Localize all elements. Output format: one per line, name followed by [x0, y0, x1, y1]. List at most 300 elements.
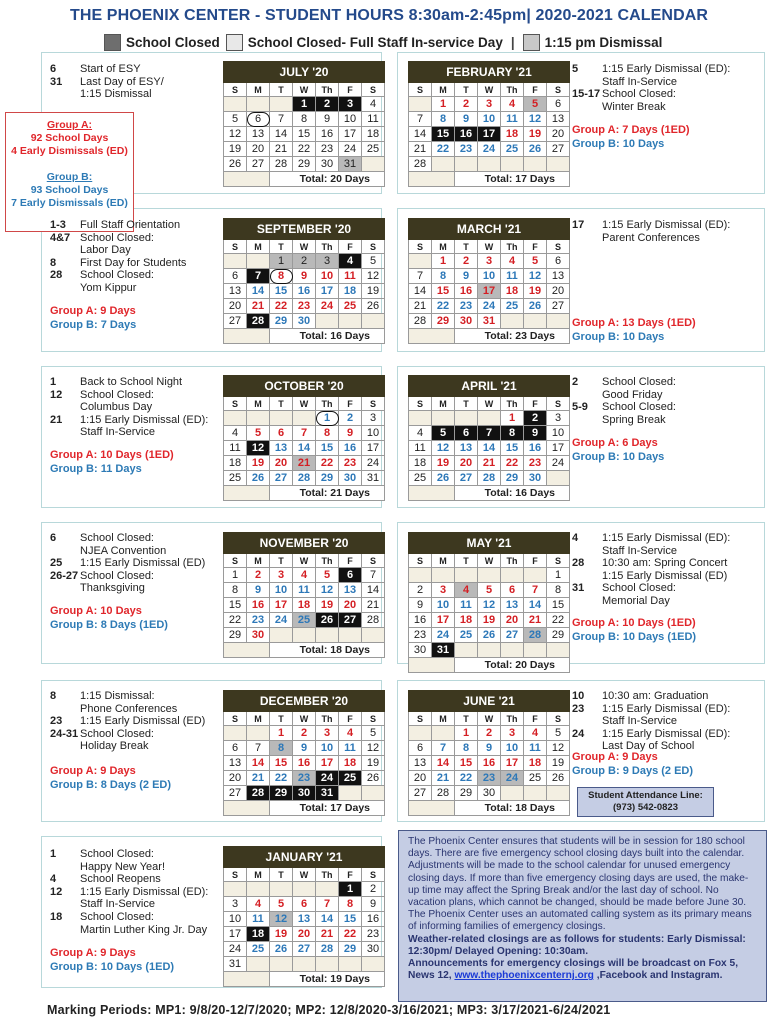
day-cell: 17: [478, 127, 501, 142]
event-item: [572, 570, 757, 583]
day-cell: 31: [224, 957, 247, 972]
day-cell: 13: [339, 583, 362, 598]
day-cell: 13: [247, 127, 270, 142]
day-cell: 10: [432, 598, 455, 613]
day-cell: 14: [247, 284, 270, 299]
inservice-swatch-icon: [226, 34, 243, 51]
day-cell: 11: [501, 269, 524, 284]
events-january: [50, 848, 220, 936]
day-cell: 4: [524, 726, 547, 741]
weekday-header: Th: [316, 240, 339, 254]
day-cell: 20: [409, 771, 432, 786]
weekday-header: S: [224, 554, 247, 568]
day-cell: 17: [432, 613, 455, 628]
day-cell: 15: [316, 441, 339, 456]
event-date: 12: [50, 388, 63, 401]
day-cell: 21: [270, 142, 293, 157]
day-cell: 13: [409, 756, 432, 771]
weekday-header: T: [270, 712, 293, 726]
event-item: [50, 873, 220, 886]
event-item: [50, 244, 220, 257]
day-cell: 25: [501, 142, 524, 157]
group-b-count: Group B: 8 Days (1ED): [50, 619, 168, 631]
day-cell: 10: [270, 583, 293, 598]
weekday-header: S: [362, 397, 385, 411]
day-cell: 6: [224, 269, 247, 284]
day-cell: 2: [247, 568, 270, 583]
total-spacer: [409, 486, 455, 501]
group-a-count: Group A: 6 Days: [572, 437, 658, 449]
event-date: 28: [50, 269, 63, 282]
day-cell: 17: [339, 127, 362, 142]
month-total: Total: 19 Days: [270, 972, 385, 987]
day-cell: 21: [409, 299, 432, 314]
event-date: 4: [572, 532, 579, 544]
day-cell: 1: [432, 254, 455, 269]
event-text: School Closed:: [602, 376, 676, 388]
group-b-count: Group B: 10 Days (1ED): [572, 631, 697, 643]
day-cell: 28: [409, 157, 432, 172]
day-cell: 18: [501, 284, 524, 299]
day-cell: 23: [455, 299, 478, 314]
day-cell: 2: [524, 411, 547, 426]
day-cell: [316, 628, 339, 643]
weekday-header: W: [293, 83, 316, 97]
weekday-header: T: [270, 397, 293, 411]
day-cell: 14: [247, 756, 270, 771]
day-cell: 26: [362, 299, 385, 314]
event-item: [50, 715, 220, 728]
weekday-header: F: [339, 397, 362, 411]
event-text: School Closed:: [80, 848, 154, 860]
event-item: [572, 545, 757, 558]
weekday-header: W: [293, 868, 316, 882]
day-cell: 24: [478, 142, 501, 157]
day-cell: 21: [362, 598, 385, 613]
day-cell: 5: [432, 426, 455, 441]
day-cell: [293, 411, 316, 426]
day-cell: 8: [224, 583, 247, 598]
event-date: 17: [572, 219, 585, 231]
day-cell: [247, 254, 270, 269]
group-summary-box: Group A: 92 School Days 4 Early Dismissals (ED) Group B: 93 School Days 7 Early Dismissals (ED): [5, 112, 134, 232]
day-cell: 6: [547, 97, 570, 112]
event-item: [50, 911, 220, 924]
weekday-header: S: [224, 397, 247, 411]
day-cell: 27: [455, 471, 478, 486]
day-cell: 15: [455, 756, 478, 771]
day-cell: 6: [247, 112, 270, 127]
day-cell: 28: [432, 786, 455, 801]
day-cell: [409, 97, 432, 112]
day-cell: 5: [362, 254, 385, 269]
event-date: 23: [572, 702, 585, 715]
day-cell: 10: [224, 912, 247, 927]
day-cell: 9: [409, 598, 432, 613]
day-cell: [478, 411, 501, 426]
event-item: [572, 389, 757, 402]
day-cell: [293, 628, 316, 643]
day-cell: 26: [316, 613, 339, 628]
event-date: 1: [50, 848, 57, 860]
day-cell: 12: [247, 441, 270, 456]
day-cell: 16: [524, 441, 547, 456]
event-item: [572, 557, 757, 570]
day-cell: [362, 957, 385, 972]
day-cell: 17: [478, 284, 501, 299]
day-cell: 1: [432, 97, 455, 112]
event-text: 1:15 Early Dismissal (ED):: [602, 63, 731, 75]
day-cell: 9: [247, 583, 270, 598]
day-cell: [432, 726, 455, 741]
day-cell: 29: [501, 471, 524, 486]
event-item: [572, 88, 757, 101]
day-cell: 22: [432, 299, 455, 314]
counts-march: [572, 316, 696, 344]
day-cell: 14: [409, 127, 432, 142]
day-cell: 17: [547, 441, 570, 456]
event-text: 1:15 Dismissal: [80, 88, 152, 101]
day-cell: 8: [547, 583, 570, 598]
weekday-header: M: [247, 868, 270, 882]
event-item: [50, 76, 220, 89]
day-cell: 1: [316, 411, 339, 426]
day-cell: 2: [293, 726, 316, 741]
note-announcements: Announcements for emergency closings will be broadcast on Fox 5, News 12, www.thephoenixcenternj.org ,Facebook and Instagram.: [408, 958, 739, 982]
day-cell: [316, 882, 339, 897]
day-cell: 30: [524, 471, 547, 486]
day-cell: 20: [270, 456, 293, 471]
weekday-header: S: [547, 240, 570, 254]
day-cell: 17: [362, 441, 385, 456]
weekday-header: Th: [316, 83, 339, 97]
group-a-count: Group A: 9 Days: [572, 751, 658, 763]
day-cell: 18: [409, 456, 432, 471]
day-cell: 3: [339, 97, 362, 112]
event-item: [50, 582, 220, 595]
weekday-header: S: [224, 712, 247, 726]
day-cell: 9: [293, 741, 316, 756]
day-cell: [339, 314, 362, 329]
total-spacer: [224, 329, 270, 344]
day-cell: 12: [362, 741, 385, 756]
emergency-closing-note: [398, 830, 767, 1002]
day-cell: 12: [524, 112, 547, 127]
events-november: [50, 532, 220, 595]
event-item: [572, 703, 757, 716]
event-date: 4: [50, 873, 57, 886]
weekday-header: M: [432, 712, 455, 726]
day-cell: [409, 726, 432, 741]
day-cell: [409, 411, 432, 426]
day-cell: 1: [547, 568, 570, 583]
day-cell: 22: [455, 771, 478, 786]
month-total: Total: 18 Days: [270, 643, 385, 658]
weekday-header: Th: [316, 397, 339, 411]
day-cell: 4: [224, 426, 247, 441]
weekday-header: M: [247, 83, 270, 97]
event-text: 10:30 am: Graduation: [602, 690, 709, 702]
event-text: School Closed:: [602, 88, 676, 101]
weekday-header: T: [270, 240, 293, 254]
day-cell: 26: [270, 942, 293, 957]
day-cell: [432, 411, 455, 426]
event-text: Happy New Year!: [80, 860, 165, 873]
day-cell: 22: [339, 927, 362, 942]
day-cell: 22: [293, 142, 316, 157]
event-text: Staff In-Service: [80, 898, 155, 911]
counts-november: [50, 604, 168, 632]
event-item: [50, 886, 220, 899]
day-cell: 16: [455, 284, 478, 299]
day-cell: 12: [362, 269, 385, 284]
day-cell: 4: [339, 254, 362, 269]
day-cell: 5: [478, 583, 501, 598]
day-cell: 6: [224, 741, 247, 756]
day-cell: 25: [339, 299, 362, 314]
day-cell: 2: [362, 882, 385, 897]
day-cell: 5: [316, 568, 339, 583]
day-cell: 31: [339, 157, 362, 172]
event-text: School Closed:: [602, 582, 676, 595]
day-cell: 22: [501, 456, 524, 471]
event-date: 8: [50, 256, 57, 269]
weekday-header: Th: [316, 868, 339, 882]
day-cell: 16: [293, 284, 316, 299]
event-item: [572, 690, 757, 703]
day-cell: 29: [316, 471, 339, 486]
calendar-march: [408, 218, 570, 344]
day-cell: 27: [409, 786, 432, 801]
event-date: 15-17: [572, 88, 601, 101]
day-cell: 23: [478, 771, 501, 786]
day-cell: 27: [224, 786, 247, 801]
day-cell: [547, 157, 570, 172]
calendar-october: [223, 375, 385, 501]
day-cell: 25: [455, 628, 478, 643]
day-cell: 16: [293, 756, 316, 771]
event-item: [50, 924, 220, 937]
events-july: [50, 63, 220, 101]
day-cell: [224, 726, 247, 741]
day-cell: 4: [293, 568, 316, 583]
weekday-header: W: [478, 397, 501, 411]
day-cell: [455, 411, 478, 426]
day-cell: 9: [478, 741, 501, 756]
day-cell: 29: [547, 628, 570, 643]
weekday-header: Th: [501, 397, 524, 411]
day-cell: 15: [432, 284, 455, 299]
day-cell: 25: [362, 142, 385, 157]
day-cell: 25: [293, 613, 316, 628]
day-cell: 10: [362, 426, 385, 441]
weekday-header: S: [409, 240, 432, 254]
day-cell: 21: [247, 771, 270, 786]
event-date: 6: [50, 63, 57, 75]
legend-inservice: School Closed- Full Staff In-service Day: [226, 34, 503, 51]
event-item: [50, 414, 220, 427]
event-item: [50, 861, 220, 874]
event-date: 25: [50, 557, 63, 570]
event-date: 6: [50, 532, 57, 544]
day-cell: 12: [224, 127, 247, 142]
counts-january: [50, 946, 174, 974]
event-date: 2: [572, 376, 579, 388]
day-cell: 14: [362, 583, 385, 598]
attendance-phone: (973) 542-0823: [613, 802, 678, 813]
day-cell: 4: [501, 254, 524, 269]
day-cell: 7: [270, 112, 293, 127]
day-cell: 15: [293, 127, 316, 142]
weekday-header: Th: [501, 240, 524, 254]
day-cell: 31: [478, 314, 501, 329]
day-cell: 28: [316, 942, 339, 957]
event-text: Winter Break: [602, 100, 666, 113]
total-spacer: [409, 801, 455, 816]
event-date: 5-9: [572, 401, 588, 414]
day-cell: 24: [501, 771, 524, 786]
day-cell: 30: [409, 643, 432, 658]
weekday-header: T: [455, 83, 478, 97]
day-cell: [547, 471, 570, 486]
event-item: [50, 63, 220, 76]
day-cell: 21: [524, 613, 547, 628]
day-cell: [409, 254, 432, 269]
day-cell: 30: [339, 471, 362, 486]
day-cell: 4: [339, 726, 362, 741]
day-cell: 14: [316, 912, 339, 927]
website-link[interactable]: www.thephoenixcenternj.org: [454, 970, 594, 982]
day-cell: [478, 157, 501, 172]
event-item: [50, 703, 220, 716]
day-cell: 19: [524, 127, 547, 142]
events-september: [50, 219, 220, 295]
event-item: [50, 532, 220, 545]
weekday-header: T: [270, 868, 293, 882]
total-spacer: [224, 801, 270, 816]
day-cell: [224, 97, 247, 112]
event-item: [572, 715, 757, 728]
day-cell: 10: [478, 269, 501, 284]
events-october: [50, 376, 220, 439]
calendar-april: [408, 375, 570, 501]
day-cell: 15: [339, 912, 362, 927]
event-date: 1-3: [50, 219, 66, 231]
total-spacer: [224, 172, 270, 187]
events-february: [572, 63, 757, 113]
day-cell: [524, 568, 547, 583]
day-cell: 12: [524, 269, 547, 284]
day-cell: 16: [478, 756, 501, 771]
day-cell: 12: [432, 441, 455, 456]
day-cell: [270, 957, 293, 972]
day-cell: 23: [293, 771, 316, 786]
group-b-count: Group B: 9 Days (2 ED): [572, 765, 694, 777]
weekday-header: S: [362, 712, 385, 726]
group-b-count: Group B: 7 Days: [50, 319, 137, 331]
day-cell: 8: [270, 741, 293, 756]
day-cell: 27: [339, 613, 362, 628]
page-title: THE PHOENIX CENTER - STUDENT HOURS 8:30am-2:45pm| 2020-2021 CALENDAR: [69, 7, 709, 24]
day-cell: 12: [478, 598, 501, 613]
event-item: [572, 532, 757, 545]
month-total: Total: 20 Days: [270, 172, 385, 187]
event-item: [50, 88, 220, 101]
event-text: Holiday Break: [80, 740, 149, 753]
day-cell: 6: [455, 426, 478, 441]
weekday-header: T: [455, 554, 478, 568]
weekday-header: F: [524, 397, 547, 411]
day-cell: 13: [270, 441, 293, 456]
event-text: Martin Luther King Jr. Day: [80, 923, 208, 936]
weekday-header: S: [547, 397, 570, 411]
day-cell: 23: [362, 927, 385, 942]
event-item: [572, 219, 757, 232]
day-cell: 18: [224, 456, 247, 471]
event-text: 1:15 Early Dismissal (ED):: [602, 219, 731, 231]
day-cell: 23: [455, 142, 478, 157]
day-cell: 3: [478, 97, 501, 112]
day-cell: 13: [455, 441, 478, 456]
day-cell: 10: [316, 269, 339, 284]
day-cell: 6: [409, 741, 432, 756]
day-cell: 19: [270, 927, 293, 942]
weekday-header: S: [409, 554, 432, 568]
day-cell: 8: [339, 897, 362, 912]
day-cell: 3: [224, 897, 247, 912]
day-cell: 30: [293, 786, 316, 801]
weekday-header: W: [293, 712, 316, 726]
event-item: [50, 376, 220, 389]
day-cell: 28: [478, 471, 501, 486]
weekday-header: T: [455, 712, 478, 726]
day-cell: 5: [524, 97, 547, 112]
day-cell: 6: [501, 583, 524, 598]
day-cell: 23: [524, 456, 547, 471]
events-april: [572, 376, 757, 426]
day-cell: [270, 411, 293, 426]
event-text: School Closed:: [80, 532, 154, 544]
day-cell: 7: [478, 426, 501, 441]
day-cell: [293, 957, 316, 972]
weekday-header: Th: [501, 712, 524, 726]
day-cell: 9: [524, 426, 547, 441]
day-cell: 26: [547, 771, 570, 786]
event-date: 12: [50, 885, 63, 898]
weekday-header: T: [455, 240, 478, 254]
group-a-count: Group A: 9 Days: [50, 305, 136, 317]
day-cell: 12: [316, 583, 339, 598]
day-cell: [501, 643, 524, 658]
day-cell: 2: [409, 583, 432, 598]
event-text: Memorial Day: [602, 594, 670, 607]
closed-swatch-icon: [104, 34, 121, 51]
day-cell: 11: [224, 441, 247, 456]
event-date: 18: [50, 910, 63, 923]
day-cell: 27: [501, 628, 524, 643]
day-cell: 22: [270, 299, 293, 314]
day-cell: 3: [362, 411, 385, 426]
legend: [104, 34, 668, 51]
month-total: Total: 20 Days: [455, 658, 570, 673]
day-cell: 16: [339, 441, 362, 456]
month-total: Total: 17 Days: [270, 801, 385, 816]
day-cell: [547, 786, 570, 801]
event-item: [50, 898, 220, 911]
day-cell: 19: [547, 756, 570, 771]
day-cell: 20: [455, 456, 478, 471]
event-text: Parent Conferences: [602, 231, 700, 244]
